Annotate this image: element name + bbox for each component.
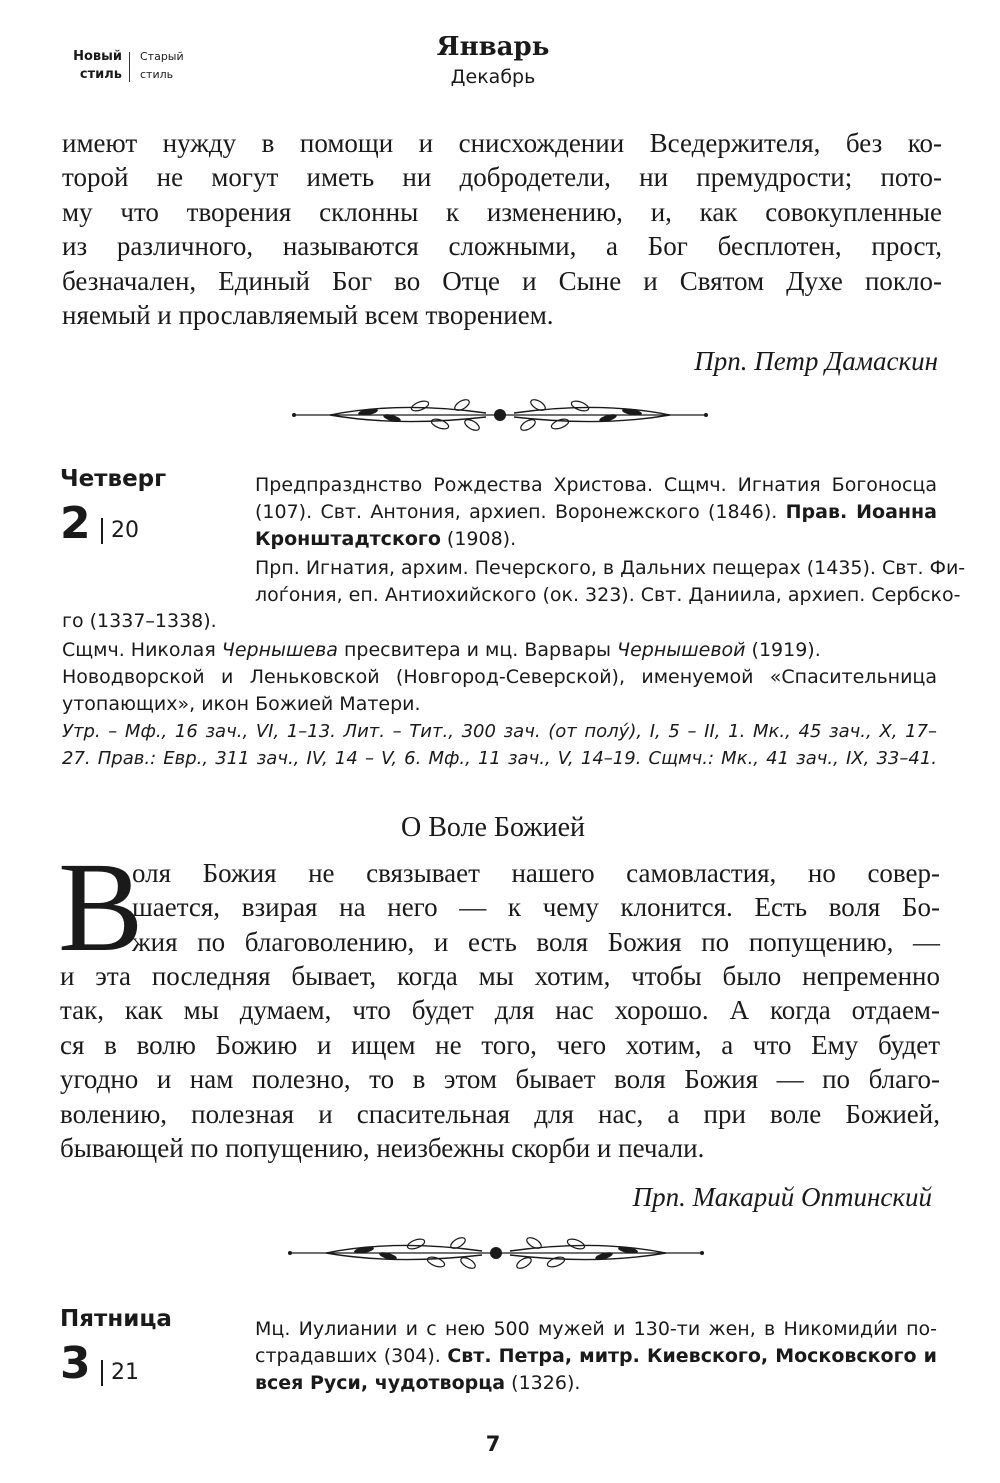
commemoration-italic: Чернышевой (617, 639, 746, 661)
quote-text (62, 126, 942, 332)
commemoration-line: лоѓония, еп. Антиохийского (ок. 323). Свт. Даниила, архиеп. Сербско- (255, 584, 961, 606)
section-text (60, 959, 940, 1165)
page-number: 7 (485, 1432, 501, 1456)
month-title: Январь (436, 32, 550, 62)
section-line: волению, полезная и спасительная для нас, а при воле Божией, (60, 1098, 940, 1129)
commemoration-text: (107). Свт. Антония, архиеп. Воронежского (1846). (255, 501, 786, 523)
commemoration-line (255, 1370, 937, 1397)
drop-cap: В (58, 836, 144, 978)
section-line: и эта последняя бывает, когда мы хотим, чтобы было непременно (60, 961, 940, 991)
commemoration-line: Прп. Игнатия, архим. Печерского, в Дальних пещерах (1435). Свт. Фи- (255, 557, 966, 579)
old-style-line1: Старый (140, 50, 184, 63)
commemoration-line (255, 1343, 937, 1370)
quote-author: Прп. Петр Дамаскин (694, 346, 938, 376)
day-separator (101, 1360, 103, 1386)
quote-line: няемый и прославляемый всем творением. (62, 300, 554, 331)
month-old-title: Декабрь (450, 66, 536, 88)
commemoration-text: пресвитера и мц. Варвары (337, 639, 618, 661)
section-line: бывающей по попущению, неизбежны скорби и печали. (60, 1133, 705, 1164)
commemoration-text: Сщмч. Николая (62, 639, 222, 661)
commemoration-bold: Прав. Иоанна (785, 501, 937, 523)
commemoration-line (255, 526, 937, 553)
section-line: так, как мы думаем, что будет для нас хорошо. А когда отдаем- (60, 995, 940, 1026)
readings-line: Утр. – Мф., 16 зач., VI, 1–13. Лит. – Тит., 300 зач. (от полу́), I, 5 – II, 1. Мк., 45 зач., Х, 17– (62, 721, 937, 742)
commemoration-line: Новодворской и Леньковской (Новгород-Северской), именуемой «Спасительница (62, 666, 937, 688)
section-line: угодно и нам полезно, то в этом бывает воля Божия — по благо- (60, 1064, 940, 1095)
section-line: оля Божия не связывает нашего самовластия, но совер- (132, 858, 940, 888)
commemoration-text: (1919). (745, 639, 821, 661)
day2-commemorations (255, 1316, 937, 1397)
old-day-number: 20 (111, 518, 139, 543)
day-number: 2 (60, 498, 91, 549)
commemoration-line (62, 637, 937, 664)
commemoration-text: страдавших (304). (255, 1345, 448, 1367)
ornament-divider (286, 1233, 706, 1273)
ornament-divider (290, 395, 710, 435)
section-line: шается, взирая на него — к чему клонится. Есть воля Бо- (132, 892, 940, 923)
section-title: О Воле Божией (400, 812, 586, 843)
commemoration-bold: Кронштадтского (255, 528, 441, 550)
day-number: 3 (60, 1338, 91, 1389)
weekday-label: Четверг (60, 466, 167, 492)
commemoration-bold: Свт. Петра, митр. Киевского, Московского и (447, 1345, 937, 1367)
quote-line: му что творения склонны к изменению, и, как совокупленные (62, 196, 942, 227)
commemoration-text: (1326). (505, 1372, 581, 1394)
quote-line: имеют нужду в помощи и снисхождении Вседержителя, без ко- (62, 128, 942, 158)
section-author: Прп. Макарий Оптинский (632, 1182, 932, 1212)
quote-line: из различного, называются сложными, а Бог бесплотен, прост, (62, 231, 942, 262)
commemoration-bold: всея Руси, чудотворца (255, 1372, 506, 1394)
section-text-indent (132, 856, 940, 959)
section-line: жия по благоволению, и есть воля Божия по попущению, — (132, 926, 940, 957)
section-line: ся в волю Божию и ищем не того, чего хотим, а что Ему будет (60, 1029, 940, 1060)
old-day-number: 21 (111, 1360, 139, 1385)
old-style-line2: стиль (140, 68, 174, 81)
commemoration-line (255, 499, 937, 526)
weekday-label: Пятница (60, 1306, 172, 1332)
commemoration-italic: Чернышева (221, 639, 338, 661)
quote-line: безначален, Единый Бог во Отце и Сыне и Святом Духе покло- (62, 265, 942, 296)
new-style-line1: Новый (73, 49, 122, 64)
day-separator (101, 518, 103, 544)
commemoration-line: Мц. Иулиании и с нею 500 мужей и 130-ти жен, в Никомиди́и по- (255, 1318, 937, 1340)
commemoration-line: го (1337–1338). (62, 610, 217, 632)
day1-commemorations-top (255, 472, 966, 609)
readings-line: 27. Прав.: Евр., 311 зач., IV, 14 – V, 6. Мф., 11 зач., V, 14–19. Сщмч.: Мк., 41 зач., IX, 33–41. (62, 748, 937, 769)
commemoration-line: Предпразднство Рождества Христова. Сщмч. Игнатия Богоносца (255, 474, 937, 496)
new-style-line2: стиль (79, 67, 122, 82)
quote-line: торой не могут иметь ни добродетели, ни премудрости; пото- (62, 162, 942, 193)
commemoration-text: (1908). (440, 528, 517, 550)
commemoration-line: утопающих», икон Божией Матери. (62, 693, 421, 715)
day1-commemorations-bottom (62, 608, 937, 772)
